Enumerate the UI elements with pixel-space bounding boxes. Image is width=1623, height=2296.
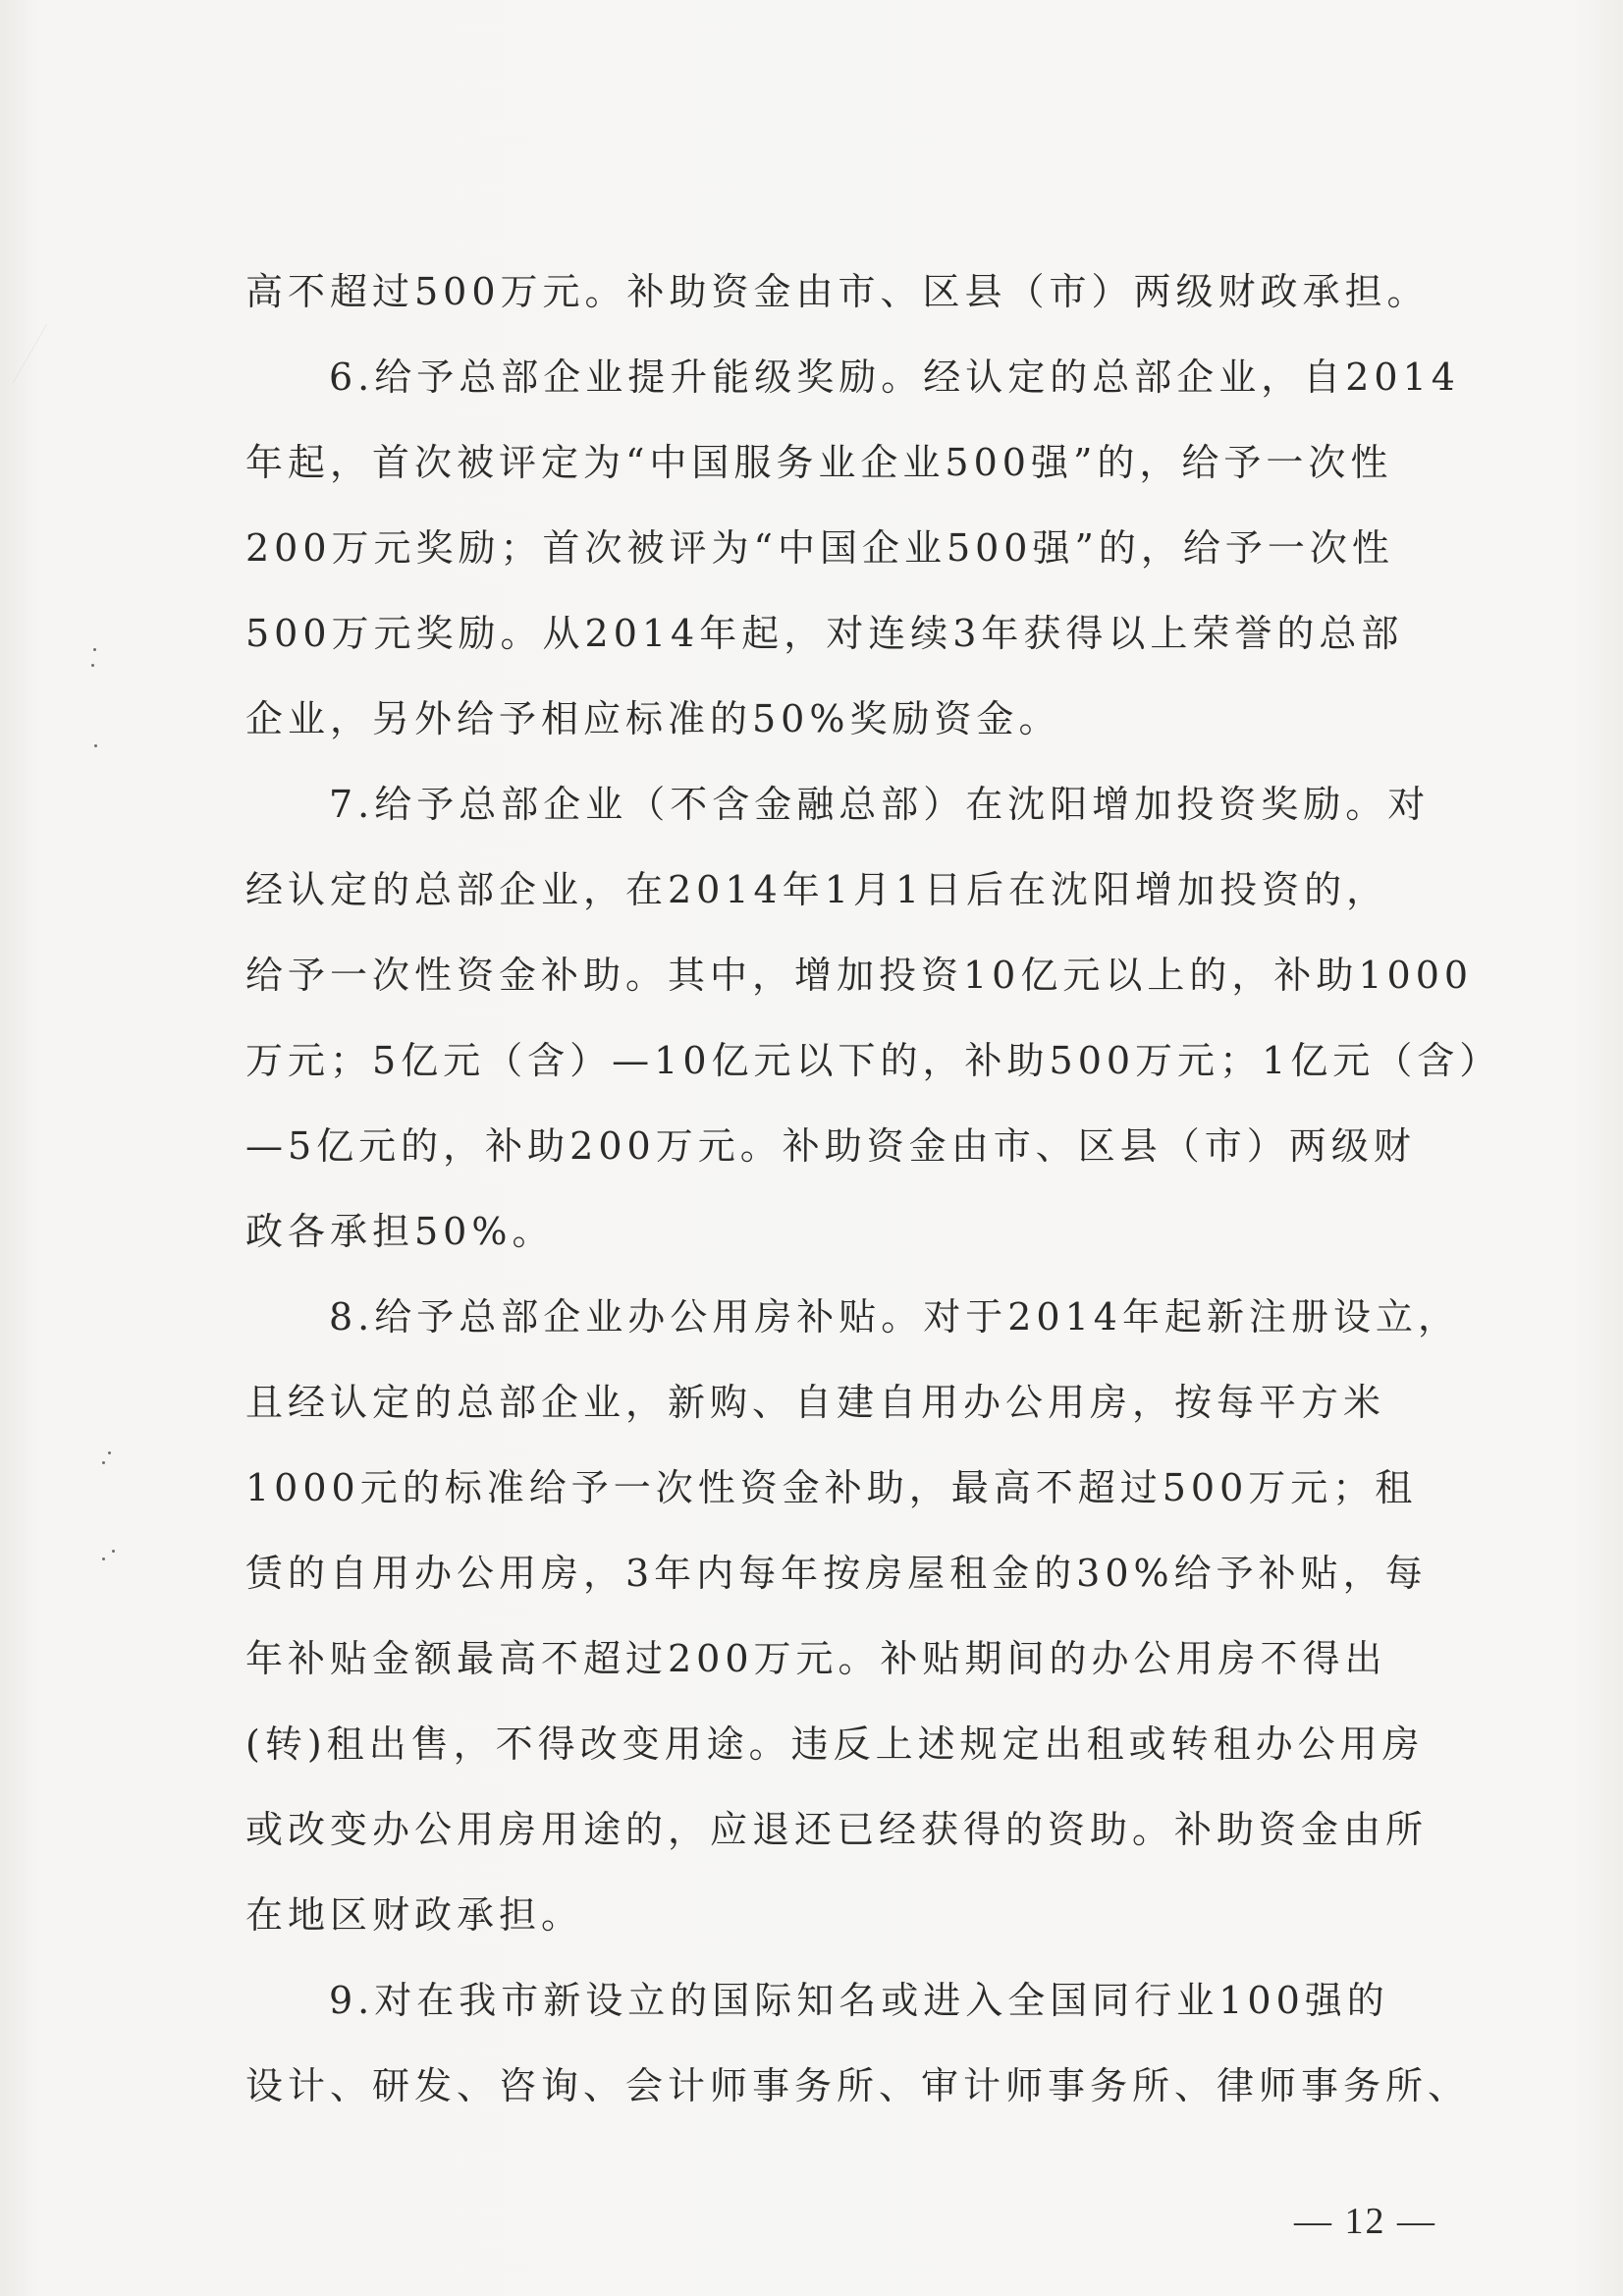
text-line: 200万元奖励；首次被评为“中国企业500强”的，给予一次性 [245, 526, 1394, 570]
text-line: 且经认定的总部企业，新购、自建自用办公用房，按每平方米 [245, 1381, 1386, 1424]
scan-speck [102, 1461, 105, 1464]
scan-speck [108, 1451, 111, 1454]
scan-edge-mark [0, 324, 47, 383]
text-line: 500万元奖励。从2014年起，对连续3年获得以上荣誉的总部 [245, 612, 1404, 655]
text-line: 9.对在我市新设立的国际知名或进入全国同行业100强的 [329, 1979, 1389, 2022]
page-number: — 12 — [1294, 2201, 1436, 2242]
scan-speck [94, 744, 97, 747]
scan-speck [112, 1550, 115, 1553]
text-line: 年起，首次被评定为“中国服务业企业500强”的，给予一次性 [245, 441, 1393, 484]
text-line: 或改变办公用房用途的，应退还已经获得的资助。补助资金由所 [245, 1808, 1429, 1851]
text-line: 高不超过500万元。补助资金由市、区县（市）两级财政承担。 [245, 270, 1430, 313]
text-line: 万元；5亿元（含）—10亿元以下的，补助500万元；1亿元（含） [245, 1039, 1502, 1082]
scan-speck [91, 664, 94, 667]
text-line: 6.给予总部企业提升能级奖励。经认定的总部企业，自2014 [329, 355, 1460, 399]
text-line: 年补贴金额最高不超过200万元。补贴期间的办公用房不得出 [245, 1637, 1387, 1680]
text-line: 7.给予总部企业（不含金融总部）在沈阳增加投资奖励。对 [329, 783, 1431, 826]
text-line: 政各承担50%。 [245, 1210, 555, 1253]
text-line: 赁的自用办公用房，3年内每年按房屋租金的30%给予补贴，每 [245, 1552, 1428, 1595]
scan-speck [93, 648, 96, 651]
text-line: (转)租出售，不得改变用途。违反上述规定出租或转租办公用房 [245, 1722, 1425, 1766]
text-line: 设计、研发、咨询、会计师事务所、审计师事务所、律师事务所、 [245, 2064, 1471, 2107]
text-line: 企业，另外给予相应标准的50%奖励资金。 [245, 697, 1061, 740]
text-line: 8.给予总部企业办公用房补贴。对于2014年起新注册设立， [329, 1295, 1460, 1339]
text-line: 在地区财政承担。 [245, 1893, 584, 1937]
text-line: 给予一次性资金补助。其中，增加投资10亿元以上的，补助1000 [245, 954, 1474, 997]
text-line: 经认定的总部企业，在2014年1月1日后在沈阳增加投资的， [245, 868, 1389, 911]
scan-speck [102, 1558, 105, 1560]
text-line: 1000元的标准给予一次性资金补助，最高不超过500万元；租 [245, 1466, 1418, 1509]
text-line: —5亿元的，补助200万元。补助资金由市、区县（市）两级财 [245, 1124, 1416, 1168]
